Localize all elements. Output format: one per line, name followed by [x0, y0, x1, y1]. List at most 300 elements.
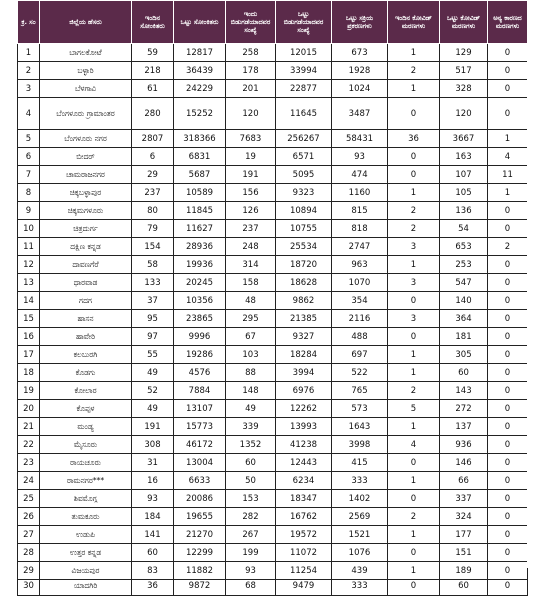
active-cases-cell: 573 [332, 400, 388, 418]
active-cases-cell: 415 [332, 454, 388, 472]
total-cases-cell: 36439 [174, 62, 226, 80]
serial-cell: 22 [18, 436, 40, 454]
table-row [18, 44, 528, 62]
serial-cell: 7 [18, 166, 40, 184]
total-discharged-cell: 22877 [276, 80, 332, 98]
total-discharged-cell: 9323 [276, 184, 332, 202]
serial-cell: 23 [18, 454, 40, 472]
district-cell: ಧಾರವಾಡ [40, 274, 132, 292]
today-discharged-cell: 191 [226, 166, 276, 184]
total-deaths-cell: 547 [440, 274, 488, 292]
total-deaths-cell: 146 [440, 454, 488, 472]
district-cell: ಕೊಡಗು [40, 364, 132, 382]
district-cell: ಯಾದಗಿರಿ [40, 580, 132, 596]
today-cases-cell: 141 [132, 526, 174, 544]
total-deaths-cell: 3667 [440, 130, 488, 148]
today-deaths-cell: 0 [388, 580, 440, 596]
total-discharged-cell: 6234 [276, 472, 332, 490]
today-discharged-cell: 19 [226, 148, 276, 166]
total-discharged-cell: 3994 [276, 364, 332, 382]
district-cell: ಹಾವೇರಿ [40, 328, 132, 346]
total-deaths-cell: 129 [440, 44, 488, 62]
serial-cell: 14 [18, 292, 40, 310]
total-deaths-cell: 66 [440, 472, 488, 490]
today-deaths-cell: 0 [388, 166, 440, 184]
today-cases-cell: 2807 [132, 130, 174, 148]
table-row [18, 562, 528, 580]
today-cases-cell: 308 [132, 436, 174, 454]
today-deaths-cell: 2 [388, 220, 440, 238]
total-cases-cell: 7884 [174, 382, 226, 400]
today-discharged-cell: 148 [226, 382, 276, 400]
district-cell: ಹಾಸನ [40, 310, 132, 328]
today-deaths-cell: 2 [388, 508, 440, 526]
total-cases-cell: 4576 [174, 364, 226, 382]
other-deaths-cell: 0 [488, 98, 528, 130]
today-cases-cell: 37 [132, 292, 174, 310]
table-row [18, 292, 528, 310]
district-cell: ರಾಯಚೂರು [40, 454, 132, 472]
total-deaths-cell: 163 [440, 148, 488, 166]
today-deaths-cell: 0 [388, 98, 440, 130]
other-deaths-cell: 0 [488, 80, 528, 98]
other-deaths-cell: 1 [488, 130, 528, 148]
serial-cell: 2 [18, 62, 40, 80]
total-discharged-cell: 9862 [276, 292, 332, 310]
active-cases-cell: 1024 [332, 80, 388, 98]
total-deaths-cell: 143 [440, 382, 488, 400]
total-cases-cell: 318366 [174, 130, 226, 148]
total-discharged-cell: 11254 [276, 562, 332, 580]
total-discharged-cell: 11072 [276, 544, 332, 562]
district-cell: ಉತ್ತರ ಕನ್ನಡ [40, 544, 132, 562]
today-discharged-cell: 201 [226, 80, 276, 98]
total-discharged-cell: 6571 [276, 148, 332, 166]
active-cases-cell: 1160 [332, 184, 388, 202]
serial-cell: 16 [18, 328, 40, 346]
district-cell: ಬೆಂಗಳೂರು ನಗರ [40, 130, 132, 148]
serial-cell: 24 [18, 472, 40, 490]
today-cases-cell: 95 [132, 310, 174, 328]
today-cases-cell: 61 [132, 80, 174, 98]
table-row [18, 256, 528, 274]
other-deaths-cell: 0 [488, 418, 528, 436]
today-cases-cell: 218 [132, 62, 174, 80]
total-discharged-cell: 18347 [276, 490, 332, 508]
total-deaths-cell: 305 [440, 346, 488, 364]
serial-cell: 17 [18, 346, 40, 364]
total-discharged-cell: 18720 [276, 256, 332, 274]
today-cases-cell: 237 [132, 184, 174, 202]
serial-cell: 3 [18, 80, 40, 98]
total-cases-cell: 6831 [174, 148, 226, 166]
active-cases-cell: 3487 [332, 98, 388, 130]
today-cases-cell: 93 [132, 490, 174, 508]
table-row [18, 382, 528, 400]
serial-cell: 10 [18, 220, 40, 238]
table-row [18, 526, 528, 544]
today-deaths-cell: 1 [388, 472, 440, 490]
table-row [18, 544, 528, 562]
today-deaths-cell: 2 [388, 202, 440, 220]
active-cases-cell: 673 [332, 44, 388, 62]
total-cases-cell: 9996 [174, 328, 226, 346]
today-cases-cell: 36 [132, 580, 174, 596]
today-discharged-cell: 103 [226, 346, 276, 364]
table-header-row [18, 1, 528, 44]
today-cases-cell: 52 [132, 382, 174, 400]
header-today-discharged: ಇಂದು ಬಿಡುಗಡೆಯಾದವರ ಸಂಖ್ಯೆ [226, 1, 276, 44]
table-row [18, 148, 528, 166]
table-body [18, 44, 528, 596]
active-cases-cell: 1643 [332, 418, 388, 436]
total-discharged-cell: 12262 [276, 400, 332, 418]
total-cases-cell: 11882 [174, 562, 226, 580]
active-cases-cell: 58431 [332, 130, 388, 148]
header-today-cases: ಇಂದಿನ ಸೋಂಕಿತರು [132, 1, 174, 44]
today-cases-cell: 59 [132, 44, 174, 62]
today-discharged-cell: 50 [226, 472, 276, 490]
table-row [18, 328, 528, 346]
other-deaths-cell: 0 [488, 44, 528, 62]
today-discharged-cell: 282 [226, 508, 276, 526]
active-cases-cell: 522 [332, 364, 388, 382]
serial-cell: 8 [18, 184, 40, 202]
total-cases-cell: 12299 [174, 544, 226, 562]
serial-cell: 30 [18, 580, 40, 596]
other-deaths-cell: 1 [488, 184, 528, 202]
total-cases-cell: 20086 [174, 490, 226, 508]
serial-cell: 28 [18, 544, 40, 562]
table-row [18, 310, 528, 328]
total-deaths-cell: 337 [440, 490, 488, 508]
total-discharged-cell: 256267 [276, 130, 332, 148]
other-deaths-cell: 0 [488, 346, 528, 364]
page-margin [527, 0, 543, 568]
today-deaths-cell: 0 [388, 454, 440, 472]
today-discharged-cell: 339 [226, 418, 276, 436]
today-discharged-cell: 88 [226, 364, 276, 382]
table-row [18, 184, 528, 202]
active-cases-cell: 333 [332, 472, 388, 490]
district-cell: ಬಳ್ಳಾರಿ [40, 62, 132, 80]
today-deaths-cell: 2 [388, 62, 440, 80]
total-deaths-cell: 253 [440, 256, 488, 274]
total-deaths-cell: 324 [440, 508, 488, 526]
district-cell: ಶಿವಮೊಗ್ಗ [40, 490, 132, 508]
table-row [18, 508, 528, 526]
header-district: ಜಿಲ್ಲೆಯ ಹೆಸರು [40, 1, 132, 44]
other-deaths-cell: 0 [488, 544, 528, 562]
other-deaths-cell: 0 [488, 220, 528, 238]
total-discharged-cell: 18284 [276, 346, 332, 364]
serial-cell: 4 [18, 98, 40, 130]
table-row [18, 238, 528, 256]
total-cases-cell: 20245 [174, 274, 226, 292]
total-cases-cell: 19655 [174, 508, 226, 526]
today-deaths-cell: 3 [388, 310, 440, 328]
today-deaths-cell: 2 [388, 382, 440, 400]
total-cases-cell: 9872 [174, 580, 226, 596]
today-discharged-cell: 248 [226, 238, 276, 256]
today-cases-cell: 16 [132, 472, 174, 490]
today-discharged-cell: 314 [226, 256, 276, 274]
district-cell: ಕಲಬುರಗಿ [40, 346, 132, 364]
table-row [18, 436, 528, 454]
district-cell: ಮಂಡ್ಯ [40, 418, 132, 436]
total-cases-cell: 15773 [174, 418, 226, 436]
today-deaths-cell: 1 [388, 44, 440, 62]
other-deaths-cell: 0 [488, 490, 528, 508]
serial-cell: 9 [18, 202, 40, 220]
table-row [18, 62, 528, 80]
today-deaths-cell: 1 [388, 346, 440, 364]
total-cases-cell: 12817 [174, 44, 226, 62]
serial-cell: 27 [18, 526, 40, 544]
total-deaths-cell: 328 [440, 80, 488, 98]
district-cell: ಚಿಕ್ಕಬಳ್ಳಾಪುರ [40, 184, 132, 202]
total-deaths-cell: 140 [440, 292, 488, 310]
table-row [18, 364, 528, 382]
table-row [18, 346, 528, 364]
today-deaths-cell: 5 [388, 400, 440, 418]
today-deaths-cell: 1 [388, 562, 440, 580]
other-deaths-cell: 2 [488, 238, 528, 256]
table-row [18, 98, 528, 130]
serial-cell: 19 [18, 382, 40, 400]
total-deaths-cell: 177 [440, 526, 488, 544]
active-cases-cell: 1070 [332, 274, 388, 292]
active-cases-cell: 765 [332, 382, 388, 400]
table-row [18, 580, 528, 596]
total-discharged-cell: 21385 [276, 310, 332, 328]
today-discharged-cell: 68 [226, 580, 276, 596]
table-row [18, 472, 528, 490]
other-deaths-cell: 0 [488, 274, 528, 292]
district-cell: ದಕ್ಷಿಣ ಕನ್ನಡ [40, 238, 132, 256]
other-deaths-cell: 4 [488, 148, 528, 166]
other-deaths-cell: 0 [488, 436, 528, 454]
table-row [18, 220, 528, 238]
today-cases-cell: 31 [132, 454, 174, 472]
today-discharged-cell: 93 [226, 562, 276, 580]
district-cell: ಚಾಮರಾಜನಗರ [40, 166, 132, 184]
table-row [18, 400, 528, 418]
active-cases-cell: 963 [332, 256, 388, 274]
header-serial: ಕ್ರ. ಸಂ [18, 1, 40, 44]
total-deaths-cell: 936 [440, 436, 488, 454]
serial-cell: 6 [18, 148, 40, 166]
total-cases-cell: 10589 [174, 184, 226, 202]
today-deaths-cell: 3 [388, 274, 440, 292]
today-discharged-cell: 48 [226, 292, 276, 310]
header-active-cases: ಒಟ್ಟು ಸಕ್ರಿಯ ಪ್ರಕರಣಗಳು [332, 1, 388, 44]
active-cases-cell: 474 [332, 166, 388, 184]
total-deaths-cell: 105 [440, 184, 488, 202]
district-cell: ದಾವಣಗೆರೆ [40, 256, 132, 274]
today-deaths-cell: 0 [388, 490, 440, 508]
total-discharged-cell: 33994 [276, 62, 332, 80]
total-discharged-cell: 19572 [276, 526, 332, 544]
header-today-deaths: ಇಂದಿನ ಕೋವಿಡ್ ಮರಣಗಳು [388, 1, 440, 44]
district-cell: ಬೀದರ್ [40, 148, 132, 166]
total-cases-cell: 21270 [174, 526, 226, 544]
district-cell: ಕೊಪ್ಪಳ [40, 400, 132, 418]
total-cases-cell: 19286 [174, 346, 226, 364]
district-cell: ಬೆಂಗಳೂರು ಗ್ರಾಮಾಂತರ [40, 98, 132, 130]
active-cases-cell: 3998 [332, 436, 388, 454]
total-cases-cell: 5687 [174, 166, 226, 184]
total-cases-cell: 28936 [174, 238, 226, 256]
total-cases-cell: 6633 [174, 472, 226, 490]
serial-cell: 18 [18, 364, 40, 382]
other-deaths-cell: 0 [488, 562, 528, 580]
total-discharged-cell: 9479 [276, 580, 332, 596]
today-cases-cell: 97 [132, 328, 174, 346]
district-cell: ಚಿಕ್ಕಮಗಳೂರು [40, 202, 132, 220]
total-deaths-cell: 54 [440, 220, 488, 238]
today-discharged-cell: 199 [226, 544, 276, 562]
table-row [18, 274, 528, 292]
active-cases-cell: 1928 [332, 62, 388, 80]
active-cases-cell: 2569 [332, 508, 388, 526]
header-total-discharged: ಒಟ್ಟು ಬಿಡುಗಡೆಯಾದವರ ಸಂಖ್ಯೆ [276, 1, 332, 44]
active-cases-cell: 488 [332, 328, 388, 346]
today-discharged-cell: 237 [226, 220, 276, 238]
today-cases-cell: 29 [132, 166, 174, 184]
district-cell: ಬಾಗಲಕೋಟೆ [40, 44, 132, 62]
today-discharged-cell: 120 [226, 98, 276, 130]
active-cases-cell: 2116 [332, 310, 388, 328]
total-deaths-cell: 364 [440, 310, 488, 328]
today-discharged-cell: 156 [226, 184, 276, 202]
total-discharged-cell: 11645 [276, 98, 332, 130]
today-cases-cell: 6 [132, 148, 174, 166]
today-deaths-cell: 1 [388, 364, 440, 382]
today-cases-cell: 58 [132, 256, 174, 274]
other-deaths-cell: 0 [488, 364, 528, 382]
today-deaths-cell: 1 [388, 418, 440, 436]
other-deaths-cell: 0 [488, 256, 528, 274]
serial-cell: 13 [18, 274, 40, 292]
today-discharged-cell: 295 [226, 310, 276, 328]
district-cell: ರಾಮನಗರ*** [40, 472, 132, 490]
other-deaths-cell: 0 [488, 328, 528, 346]
today-discharged-cell: 1352 [226, 436, 276, 454]
other-deaths-cell: 0 [488, 454, 528, 472]
total-discharged-cell: 6976 [276, 382, 332, 400]
today-cases-cell: 55 [132, 346, 174, 364]
serial-cell: 21 [18, 418, 40, 436]
serial-cell: 20 [18, 400, 40, 418]
today-deaths-cell: 0 [388, 292, 440, 310]
today-discharged-cell: 258 [226, 44, 276, 62]
district-cell: ಮೈಸೂರು [40, 436, 132, 454]
today-cases-cell: 49 [132, 400, 174, 418]
active-cases-cell: 2747 [332, 238, 388, 256]
serial-cell: 25 [18, 490, 40, 508]
total-cases-cell: 13004 [174, 454, 226, 472]
district-cell: ವಿಜಯಪುರ [40, 562, 132, 580]
today-cases-cell: 133 [132, 274, 174, 292]
table-row [18, 418, 528, 436]
today-cases-cell: 60 [132, 544, 174, 562]
active-cases-cell: 93 [332, 148, 388, 166]
district-cell: ಗದಗ [40, 292, 132, 310]
serial-cell: 12 [18, 256, 40, 274]
total-cases-cell: 19936 [174, 256, 226, 274]
today-deaths-cell: 0 [388, 148, 440, 166]
today-deaths-cell: 1 [388, 256, 440, 274]
other-deaths-cell: 0 [488, 310, 528, 328]
table-row [18, 80, 528, 98]
serial-cell: 1 [18, 44, 40, 62]
district-cell: ಉಡುಪಿ [40, 526, 132, 544]
total-deaths-cell: 60 [440, 364, 488, 382]
serial-cell: 26 [18, 508, 40, 526]
today-cases-cell: 79 [132, 220, 174, 238]
total-discharged-cell: 18628 [276, 274, 332, 292]
today-discharged-cell: 158 [226, 274, 276, 292]
active-cases-cell: 1402 [332, 490, 388, 508]
today-discharged-cell: 60 [226, 454, 276, 472]
active-cases-cell: 815 [332, 202, 388, 220]
active-cases-cell: 439 [332, 562, 388, 580]
total-discharged-cell: 10755 [276, 220, 332, 238]
today-discharged-cell: 267 [226, 526, 276, 544]
table-row [18, 490, 528, 508]
table-row [18, 202, 528, 220]
today-deaths-cell: 36 [388, 130, 440, 148]
total-discharged-cell: 25534 [276, 238, 332, 256]
total-cases-cell: 15252 [174, 98, 226, 130]
total-deaths-cell: 60 [440, 580, 488, 596]
total-discharged-cell: 16762 [276, 508, 332, 526]
header-other-deaths: ಅನ್ಯ ಕಾರಣದ ಮರಣಗಳು [488, 1, 528, 44]
total-deaths-cell: 272 [440, 400, 488, 418]
total-deaths-cell: 107 [440, 166, 488, 184]
other-deaths-cell: 0 [488, 202, 528, 220]
today-discharged-cell: 49 [226, 400, 276, 418]
today-cases-cell: 49 [132, 364, 174, 382]
other-deaths-cell: 0 [488, 382, 528, 400]
district-cell: ಕೋಲಾರ [40, 382, 132, 400]
header-total-cases: ಒಟ್ಟು ಸೋಂಕಿತರು [174, 1, 226, 44]
total-discharged-cell: 10894 [276, 202, 332, 220]
total-cases-cell: 11627 [174, 220, 226, 238]
district-cell: ಬೆಳಗಾವಿ [40, 80, 132, 98]
serial-cell: 5 [18, 130, 40, 148]
today-deaths-cell: 4 [388, 436, 440, 454]
today-cases-cell: 191 [132, 418, 174, 436]
active-cases-cell: 818 [332, 220, 388, 238]
serial-cell: 15 [18, 310, 40, 328]
total-discharged-cell: 5095 [276, 166, 332, 184]
today-deaths-cell: 1 [388, 526, 440, 544]
active-cases-cell: 1076 [332, 544, 388, 562]
other-deaths-cell: 0 [488, 292, 528, 310]
district-cell: ಚಿತ್ರದುರ್ಗ [40, 220, 132, 238]
other-deaths-cell: 0 [488, 472, 528, 490]
header-total-deaths: ಒಟ್ಟು ಕೋವಿಡ್ ಮರಣಗಳು [440, 1, 488, 44]
today-deaths-cell: 1 [388, 184, 440, 202]
today-deaths-cell: 3 [388, 238, 440, 256]
total-deaths-cell: 137 [440, 418, 488, 436]
total-deaths-cell: 151 [440, 544, 488, 562]
today-discharged-cell: 153 [226, 490, 276, 508]
today-discharged-cell: 178 [226, 62, 276, 80]
district-cell: ತುಮಕೂರು [40, 508, 132, 526]
